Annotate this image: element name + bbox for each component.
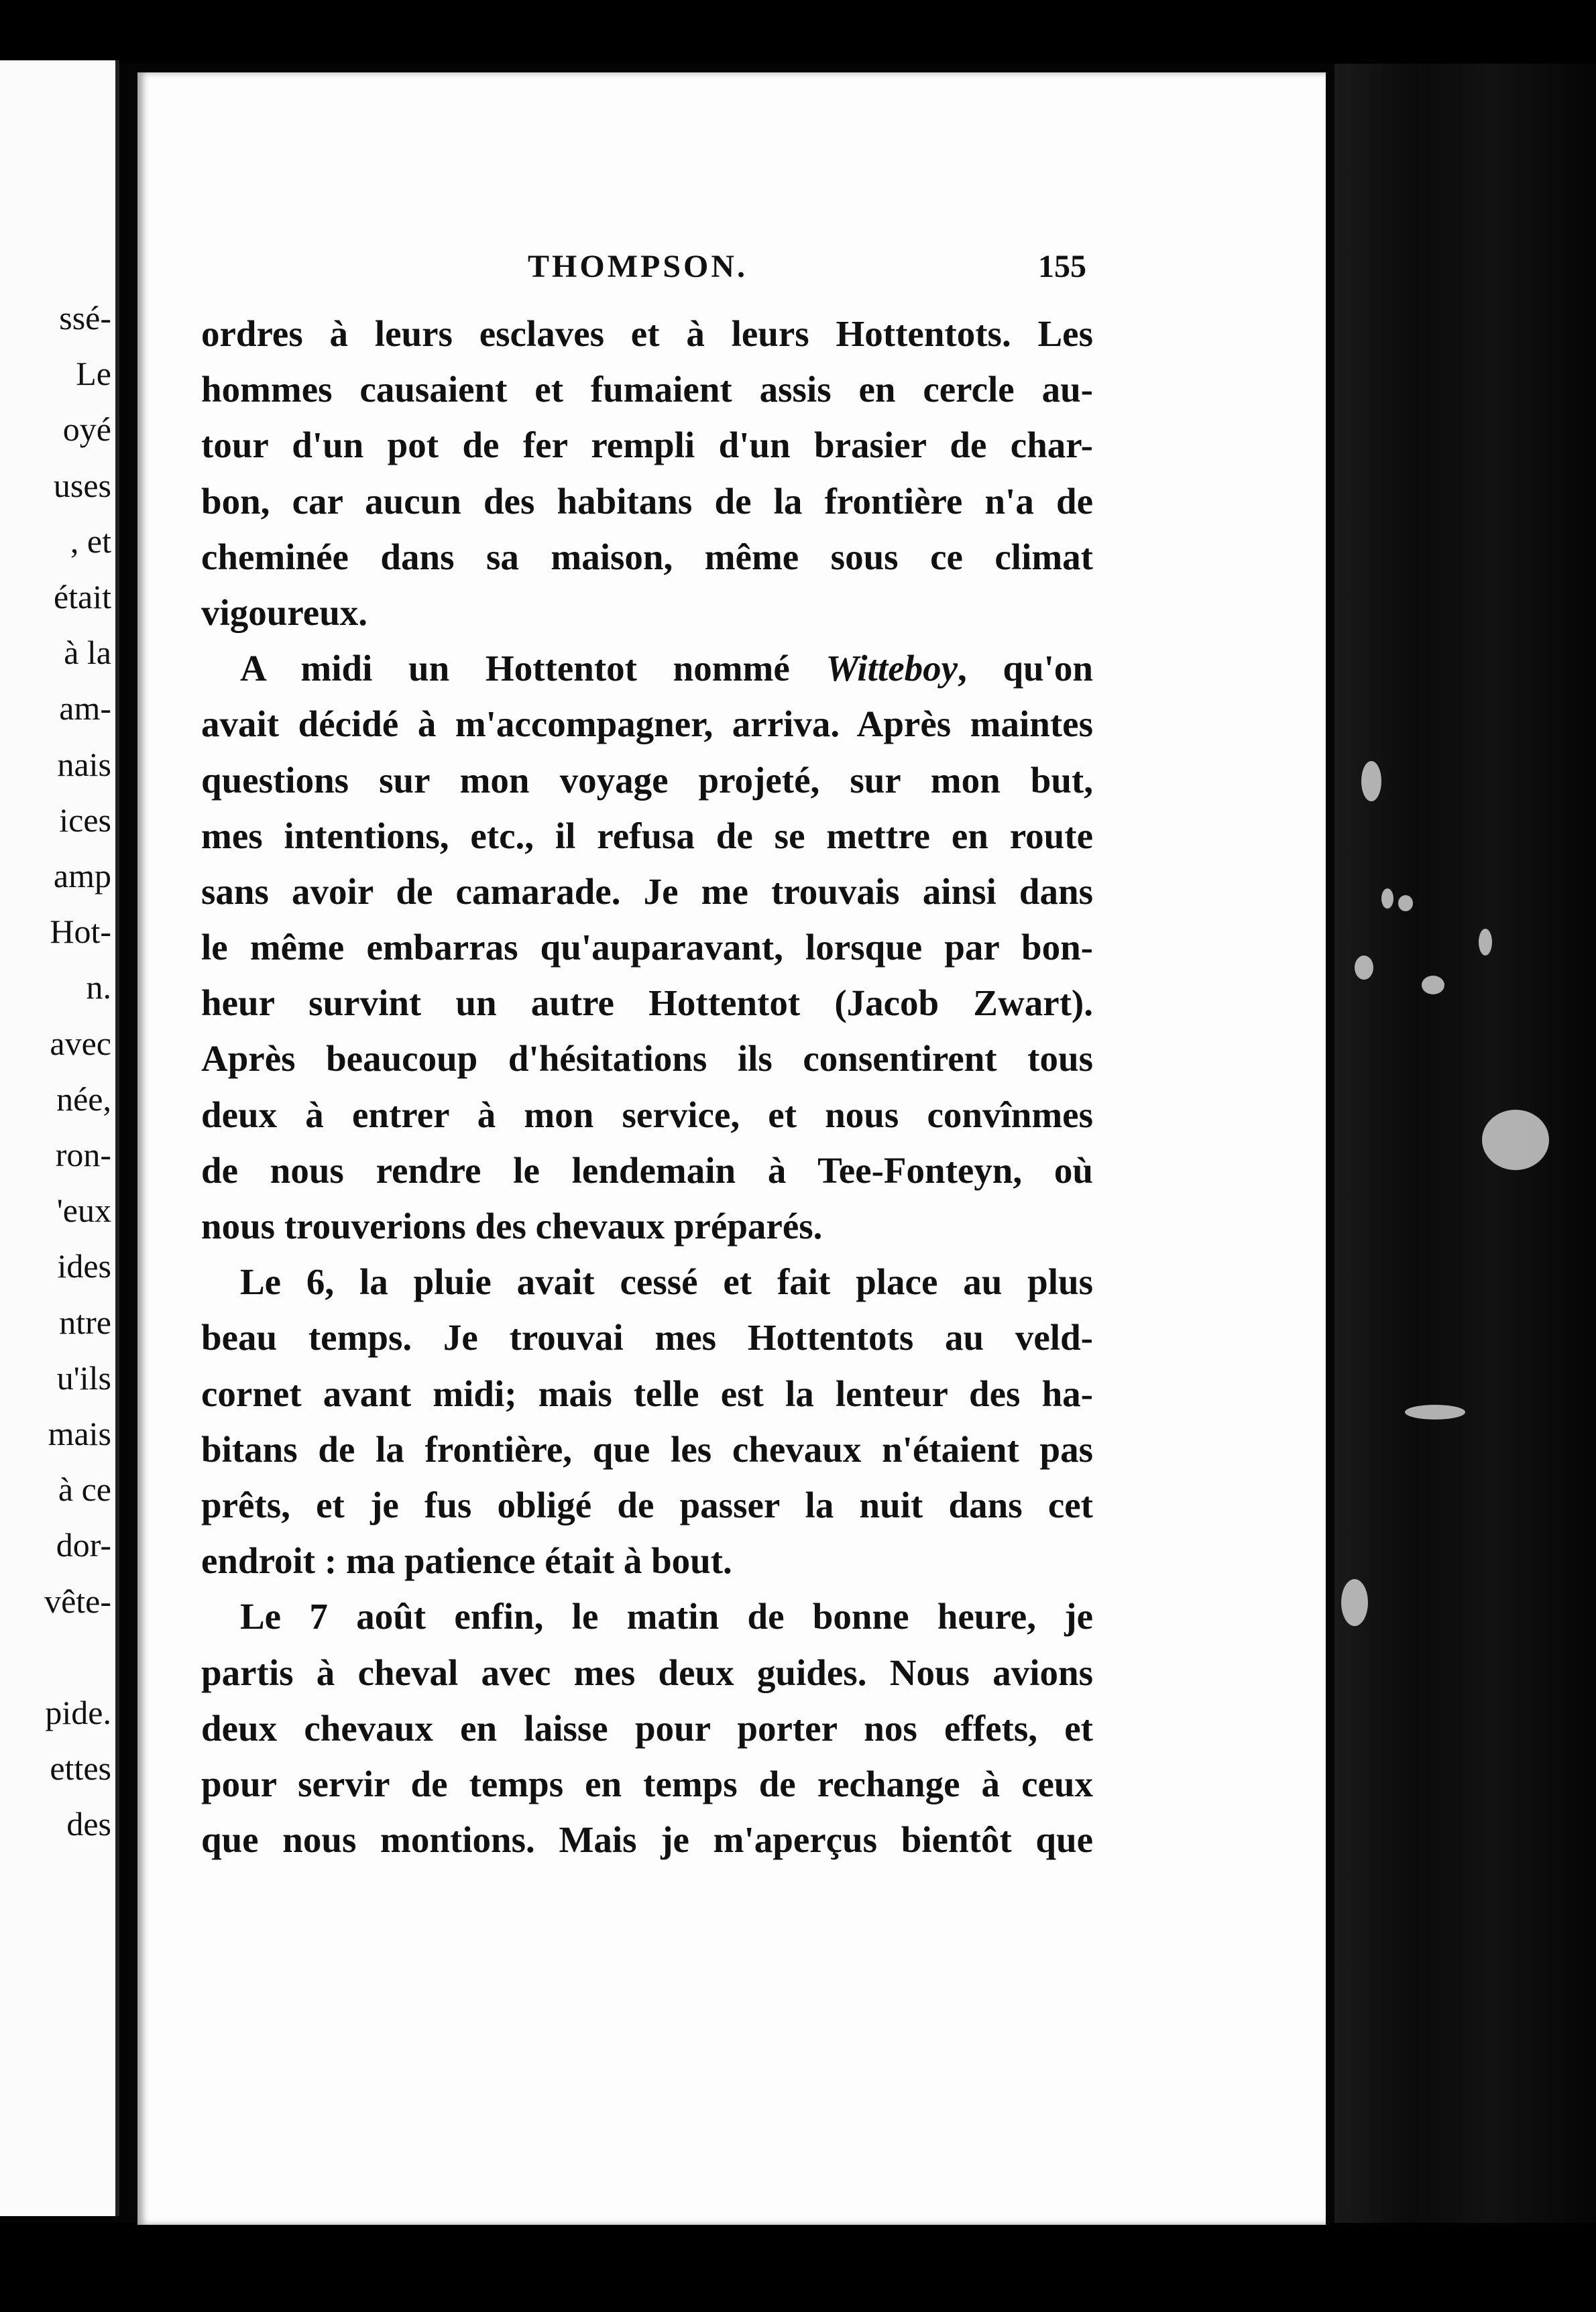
- facing-line-fragment: mais: [48, 1415, 111, 1452]
- text-line: tour d'un pot de fer rempli d'un brasier de char-: [201, 424, 1093, 466]
- facing-line-fragment: uses: [53, 466, 111, 504]
- facing-line-fragment: nais: [57, 745, 111, 783]
- text-line: beau temps. Je trouvai mes Hottentots au veld-: [201, 1317, 1093, 1359]
- page-header: [137, 248, 1326, 295]
- paper-speck: [1341, 1579, 1368, 1626]
- facing-line-fragment: 'eux: [56, 1192, 111, 1230]
- scan-top-margin: [0, 0, 1596, 64]
- text-line: le même embarras qu'auparavant, lorsque par bon-: [201, 927, 1093, 968]
- facing-line-fragment: Le: [76, 355, 111, 393]
- facing-line-fragment: des: [66, 1805, 111, 1843]
- text-line: Après beaucoup d'hésitations ils consentirent tous: [201, 1038, 1093, 1080]
- paper-speck: [1381, 888, 1393, 909]
- text-line: avait décidé à m'accompagner, arriva. Après maintes: [201, 703, 1093, 745]
- text-line: bon, car aucun des habitans de la frontière n'a de: [201, 480, 1093, 522]
- text-line: Le 6, la pluie avait cessé et fait place au plus: [240, 1261, 1093, 1303]
- text-line: Le 7 août enfin, le matin de bonne heure, je: [240, 1596, 1093, 1637]
- facing-line-fragment: am-: [59, 689, 111, 728]
- facing-line-fragment: née,: [56, 1080, 111, 1118]
- text-line: cheminée dans sa maison, même sous ce climat: [201, 536, 1093, 577]
- text-line: ordres à leurs esclaves et à leurs Hottentots. Les: [201, 313, 1093, 354]
- facing-line-fragment: vête-: [44, 1582, 111, 1620]
- paper-speck: [1479, 929, 1492, 956]
- text-line: hommes causaient et fumaient assis en cercle au-: [201, 369, 1093, 410]
- facing-line-fragment: était: [53, 578, 111, 616]
- text-line: mes intentions, etc., il refusa de se mettre en route: [201, 815, 1093, 856]
- facing-page-fragment: [0, 60, 119, 2216]
- book-page: [137, 72, 1326, 2225]
- scan-bottom-margin: [0, 2223, 1596, 2312]
- facing-line-fragment: ron-: [55, 1136, 111, 1173]
- running-head: THOMPSON.: [528, 249, 748, 284]
- facing-line-fragment: n.: [86, 968, 111, 1006]
- facing-line-fragment: Hot-: [50, 913, 111, 951]
- text-line: heur survint un autre Hottentot (Jacob Zwart).: [201, 982, 1093, 1024]
- text-line: vigoureux.: [201, 591, 368, 633]
- paper-speck: [1398, 895, 1413, 911]
- text-line: cornet avant midi; mais telle est la lenteur des ha-: [201, 1373, 1093, 1414]
- facing-line-fragment: pide.: [45, 1694, 111, 1731]
- text-line: deux chevaux en laisse pour porter nos effets, et: [201, 1707, 1093, 1749]
- facing-line-fragment: ides: [57, 1247, 111, 1285]
- text-line: nous trouverions des chevaux préparés.: [201, 1206, 823, 1247]
- facing-line-fragment: dor-: [56, 1526, 111, 1564]
- paper-speck: [1405, 1405, 1465, 1420]
- book-fore-edge: [1334, 64, 1596, 2223]
- text-line: deux à entrer à mon service, et nous convînmes: [201, 1094, 1093, 1135]
- facing-line-fragment: oyé: [62, 410, 111, 449]
- facing-line-fragment: ntre: [59, 1303, 111, 1341]
- paper-speck: [1422, 976, 1444, 994]
- text-line: pour servir de temps en temps de rechange à ceux: [201, 1763, 1093, 1804]
- text-line: de nous rendre le lendemain à Tee-Fonteyn, où: [201, 1149, 1093, 1191]
- paper-speck: [1482, 1110, 1549, 1170]
- facing-line-fragment: à ce: [58, 1470, 111, 1509]
- text-line: sans avoir de camarade. Je me trouvais ainsi dans: [201, 870, 1093, 912]
- text-line: questions sur mon voyage projeté, sur mon but,: [201, 759, 1093, 801]
- facing-line-fragment: u'ils: [56, 1359, 111, 1397]
- facing-line-fragment: ices: [59, 801, 111, 839]
- text-line: A midi un Hottentot nommé Witteboy, qu'on: [240, 648, 1094, 689]
- facing-line-fragment: amp: [53, 857, 111, 894]
- page-number: 155: [1038, 249, 1086, 284]
- paper-speck: [1355, 956, 1373, 980]
- facing-line-fragment: ettes: [50, 1749, 111, 1788]
- facing-line-fragment: avec: [50, 1024, 111, 1062]
- text-line: que nous montions. Mais je m'aperçus bientôt que: [201, 1819, 1093, 1861]
- text-line: endroit : ma patience était à bout.: [201, 1540, 732, 1582]
- text-line: prêts, et je fus obligé de passer la nuit dans cet: [201, 1484, 1093, 1525]
- facing-line-fragment: , et: [70, 522, 111, 560]
- italic-name: Witteboy: [825, 648, 958, 689]
- text-line: bitans de la frontière, que les chevaux n'étaient pas: [201, 1428, 1093, 1470]
- facing-line-fragment: ssé-: [59, 299, 111, 337]
- text-line: partis à cheval avec mes deux guides. Nous avions: [201, 1652, 1093, 1693]
- body-text: [201, 306, 1093, 1867]
- facing-line-fragment: à la: [64, 634, 111, 672]
- paper-speck: [1361, 761, 1381, 801]
